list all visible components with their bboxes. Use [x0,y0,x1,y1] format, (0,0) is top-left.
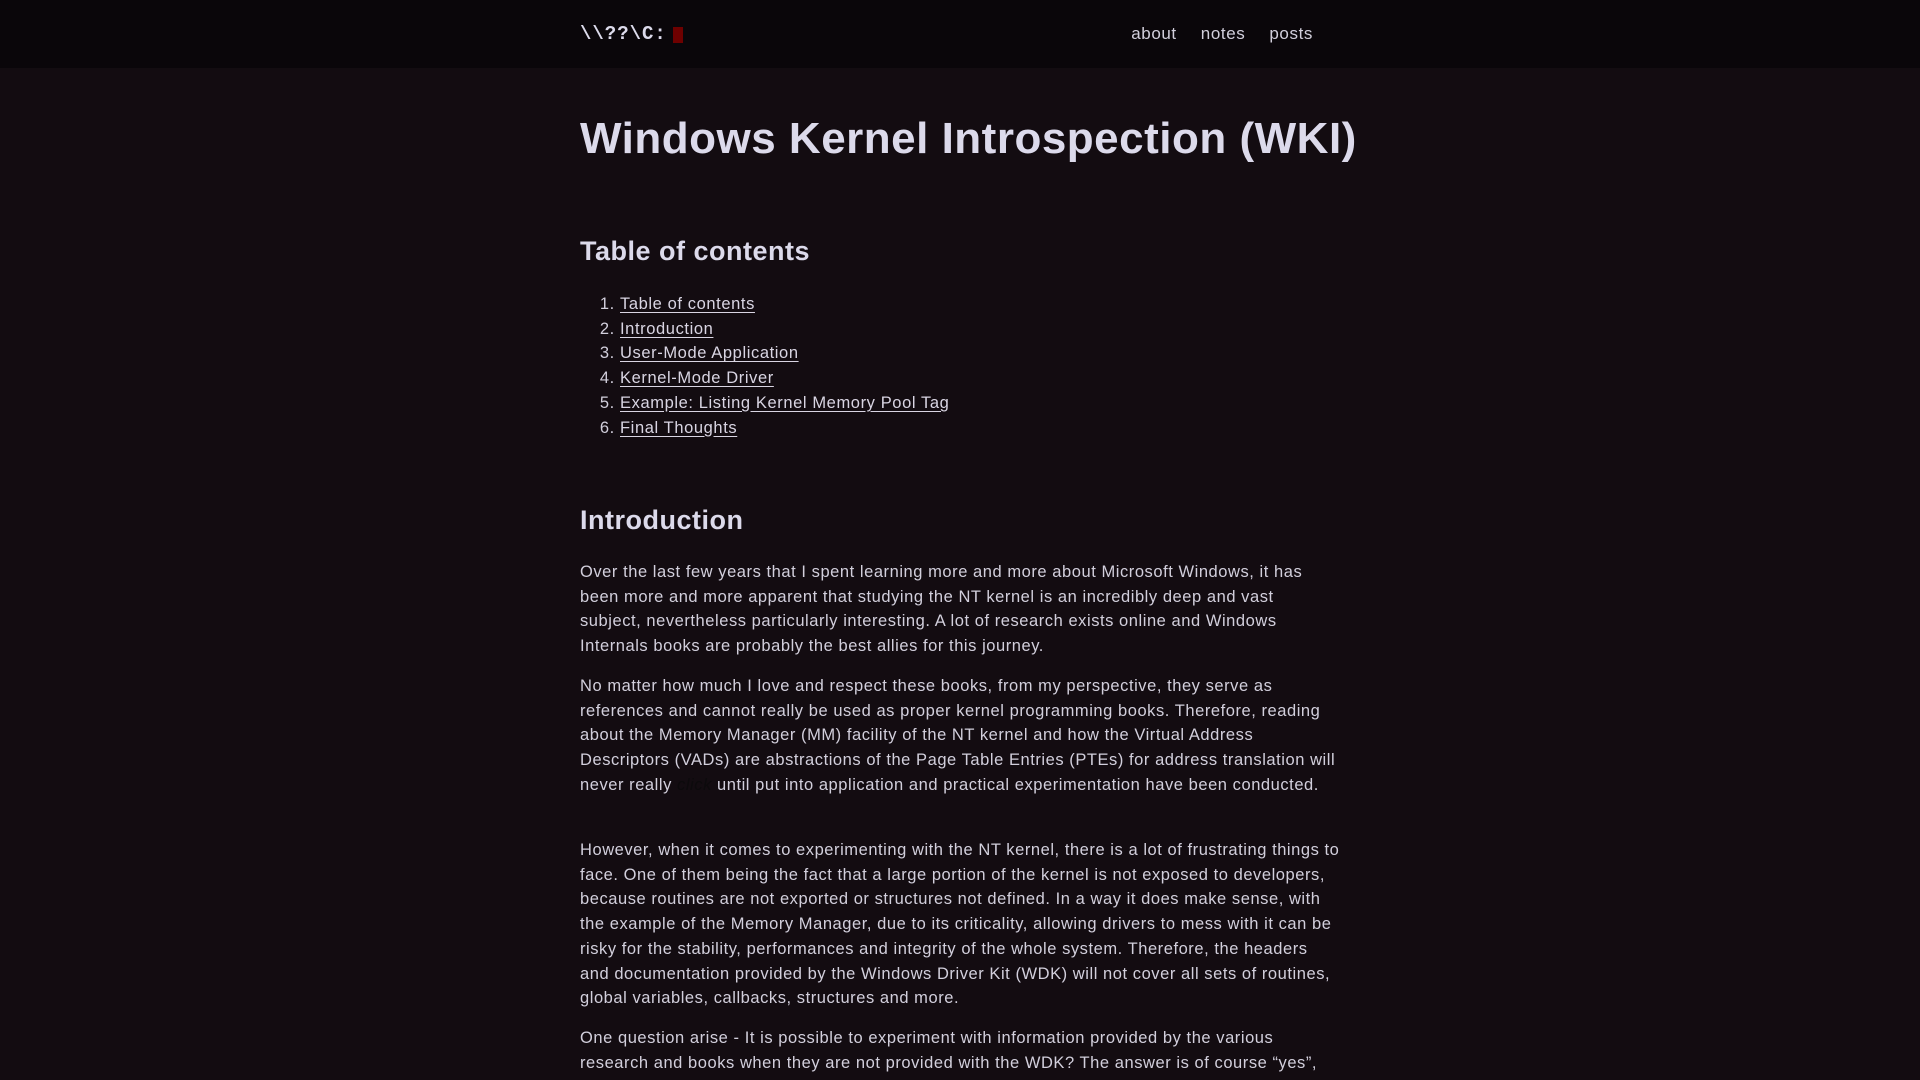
toc-link-table-of-contents[interactable]: Table of contents [620,295,755,313]
intro-paragraph-4: One question arise - It is possible to experiment with information provided by the various research and books when they are not provided with the WDK? The answer is of course “yes”, [580,1029,1318,1072]
toc-link-kernel-mode-driver[interactable]: Kernel-Mode Driver [620,369,774,388]
toc-heading: Table of contents [580,236,811,266]
main-nav [1131,24,1313,44]
toc-link-final-thoughts[interactable]: Final Thoughts [620,418,738,437]
toc-link-example-listing-pool-tag[interactable]: Example: Listing Kernel Memory Pool Tag [620,393,950,412]
introduction-heading: Introduction [580,505,744,535]
emphasis-click: click [677,775,712,794]
toc-item [620,366,949,391]
table-of-contents [580,292,949,440]
page-title: Windows Kernel Introspection (WKI) [580,114,1357,163]
nav-link-notes[interactable]: notes [1200,24,1246,43]
toc-item [620,292,949,317]
toc-item [620,341,949,366]
toc-item [620,317,949,342]
top-navigation-bar [0,0,1920,68]
site-logo-text: \\??\C: [580,23,667,45]
intro-paragraph-3: However, when it comes to experimenting with the NT kernel, there is a lot of frustrating things to face. One of them being the fact that a large portion of the kernel is not exposed to developers, because routines are not exported or structures not defined. In a way it does make sense, with the example of the Memory Manager, due to its criticality, allowing drivers to mess with it can be risky for the stability, performances and integrity of the whole system. Therefore, the headers and documentation provided by the Windows Driver Kit (WDK) will not cover all sets of routines, global variables, callbacks, structures and more. [580,841,1340,1008]
nav-link-posts[interactable]: posts [1269,24,1313,43]
intro-paragraph-1: Over the last few years that I spent learning more and more about Microsoft Windows, it has been more and more apparent that studying the NT kernel is an incredibly deep and vast subject, nevertheless particularly interesting. A lot of research exists online and Windows Internals books are probably the best allies for this journey. [580,563,1303,656]
nav-link-about[interactable]: about [1131,24,1177,43]
intro-paragraph-2 [580,674,1340,798]
toc-item [620,416,949,441]
toc-link-user-mode-application[interactable]: User-Mode Application [620,344,799,363]
blinking-cursor-icon [673,27,683,43]
toc-item [620,391,949,416]
toc-link-introduction[interactable]: Introduction [620,319,714,338]
top-navigation-inner [580,0,1313,68]
site-logo-link[interactable] [580,23,683,45]
intro-paragraph-2-text-b: until put into application and practical experimentation have been conducted. [711,775,1319,794]
intro-paragraph-2-text-a: No matter how much I love and respect these books, from my perspective, they serve as references and cannot really be used as proper kernel programming books. Therefore, reading about the Memory Manager (MM) facility of the NT kernel and how the Virtual Address Descriptors (VADs) are abstractions of the Page Table Entries (PTEs) for address translation will never really [580,677,1336,794]
